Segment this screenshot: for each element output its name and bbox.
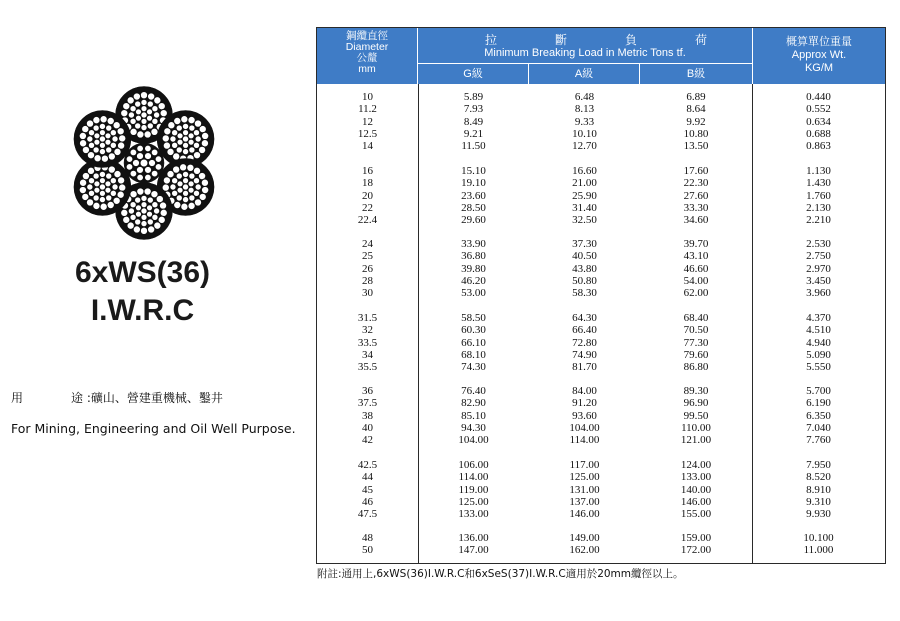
header-load-zh [418,31,752,45]
cell-grade-b: 22.30 [683,177,709,190]
cell-grade-a: 43.80 [572,262,597,275]
cell-grade-a: 32.50 [572,214,597,227]
header-load-char: 拉 [485,33,498,47]
table-row [317,238,885,250]
cell-grade-g: 8.49 [463,115,484,128]
specification-table [316,27,886,564]
cell-diameter: 10 [362,91,373,103]
cell-grade-b: 159.00 [680,532,712,544]
cell-weight: 2.970 [806,262,831,275]
cell-grade-a: 8.13 [574,103,595,116]
model-name: 6xWS(36) [74,256,211,289]
cell-weight: 9.930 [806,508,831,521]
header-grade-g: G級 [418,64,529,84]
cell-grade-g: 104.00 [458,434,489,447]
cell-grade-g: 9.21 [463,127,484,140]
table-row [317,128,885,140]
table-row [317,422,885,434]
cell-grade-g: 7.93 [463,103,484,116]
table-row [317,508,885,520]
header-grade-a: A級 [529,64,640,84]
cell-grade-g: 106.00 [458,459,489,471]
cell-grade-b: 96.90 [683,397,709,410]
table-row [317,287,885,299]
cell-diameter: 46 [362,495,373,508]
cell-weight: 6.350 [806,409,831,422]
cell-grade-b: 46.60 [683,262,709,275]
usage-value-zh: :礦山、營建重機械、鑿井 [86,391,223,405]
cell-grade-b: 110.00 [681,421,711,434]
row-group [317,91,885,151]
cell-grade-a: 146.00 [569,508,600,521]
table-row [317,140,885,152]
cell-grade-a: 84.00 [572,385,597,397]
cell-grade-a: 91.20 [572,397,597,410]
cell-weight: 5.090 [806,348,831,361]
table-header [317,28,885,84]
header-load-char: 荷 [695,33,708,47]
cell-diameter: 12 [362,115,373,128]
cell-diameter: 34 [362,348,373,361]
header-diameter-zh: 鋼纜直徑 [346,30,388,42]
cell-grade-g: 74.30 [461,361,486,374]
cell-grade-b: 33.30 [683,201,709,214]
core-type: I.W.R.C [90,294,195,327]
row-group [317,238,885,298]
cell-grade-g: 29.60 [461,214,486,227]
cell-weight: 4.510 [806,324,831,337]
cell-grade-b: 27.60 [683,189,709,202]
cell-grade-a: 117.00 [569,459,600,471]
header-weight-en: Approx Wt. [791,49,847,61]
table-row [317,214,885,226]
cell-grade-b: 86.80 [683,361,709,374]
table-row [317,263,885,275]
cell-diameter: 47.5 [357,508,378,521]
cell-diameter: 36 [362,385,373,397]
cell-weight: 1.130 [806,165,831,177]
cell-diameter: 40 [362,421,373,434]
header-grade-b: B級 [686,68,706,80]
cell-grade-a: 125.00 [569,471,600,484]
cell-grade-b: 10.80 [683,127,709,140]
header-diameter-unit: mm [358,63,376,75]
cell-diameter: 42.5 [357,459,378,471]
table-row [317,410,885,422]
cell-weight: 2.210 [806,214,831,227]
cell-grade-b: 124.00 [680,459,712,471]
cell-grade-g: 85.10 [461,409,486,422]
cell-grade-g: 58.50 [461,312,486,324]
table-row [317,484,885,496]
header-weight-zh: 概算單位重量 [786,36,852,48]
cell-diameter: 28 [362,274,373,287]
cell-grade-a: 37.30 [572,238,597,250]
cell-grade-b: 99.50 [683,409,709,422]
cell-weight: 1.430 [806,177,831,190]
cell-grade-g: 46.20 [461,274,486,287]
cell-diameter: 12.5 [357,127,378,140]
cell-diameter: 16 [362,165,373,177]
product-panel [0,0,315,621]
cell-weight: 8.910 [806,483,831,496]
cell-grade-b: 133.00 [680,471,712,484]
cell-weight: 4.370 [806,312,831,324]
cell-grade-g: 82.90 [461,397,486,410]
cell-grade-b: 54.00 [683,274,709,287]
usage-en: For Mining, Engineering and Oil Well Purpose. [11,421,296,436]
cell-weight: 0.634 [806,115,831,128]
cell-grade-a: 149.00 [569,532,600,544]
cell-weight: 2.130 [806,201,831,214]
footnote: 附註:通用上,6xWS(36)I.W.R.C和6xSeS(37)I.W.R.C適用於20mm纜徑以上。 [317,568,684,580]
table-row [317,434,885,446]
header-load-char: 斷 [555,33,568,47]
cell-grade-g: 36.80 [461,250,486,263]
cell-weight: 3.960 [806,287,831,300]
header-diameter-en: Diameter [345,41,389,53]
cell-grade-a: 137.00 [569,495,600,508]
row-group [317,459,885,519]
cell-grade-g: 19.10 [461,177,486,190]
cell-weight: 5.700 [806,385,831,397]
cell-weight: 7.040 [806,421,831,434]
cell-diameter: 32 [362,324,373,337]
cell-grade-b: 89.30 [683,385,709,397]
cell-weight: 7.760 [806,434,831,447]
table-row [317,471,885,483]
header-weight [752,28,885,84]
cell-weight: 2.750 [806,250,831,263]
cell-grade-b: 43.10 [683,250,709,263]
cell-grade-a: 16.60 [572,165,597,177]
row-group [317,385,885,445]
row-group [317,312,885,372]
cell-grade-g: 147.00 [458,544,489,557]
table-row [317,385,885,397]
table-row [317,324,885,336]
cell-grade-b: 9.92 [686,115,706,128]
cell-grade-a: 10.10 [572,127,597,140]
cell-grade-g: 28.50 [461,201,486,214]
cell-grade-g: 5.89 [463,91,484,103]
cell-diameter: 45 [362,483,373,496]
cell-grade-g: 119.00 [458,483,489,496]
cell-weight: 0.863 [806,140,831,153]
cell-grade-b: 121.00 [680,434,712,447]
cell-grade-a: 40.50 [572,250,597,263]
cell-grade-b: 155.00 [680,508,712,521]
cell-grade-a: 58.30 [572,287,597,300]
cell-diameter: 33.5 [357,336,378,349]
table-row [317,337,885,349]
cell-grade-a: 66.40 [572,324,597,337]
cell-diameter: 30 [362,287,373,300]
cell-grade-a: 50.80 [572,274,597,287]
table-row [317,177,885,189]
cell-grade-b: 146.00 [680,495,712,508]
usage-label-2: 途 [71,391,84,405]
cell-grade-a: 81.70 [572,361,597,374]
cell-grade-b: 17.60 [683,165,709,177]
cell-diameter: 22 [362,201,373,214]
table-row [317,275,885,287]
cell-weight: 0.440 [806,91,831,103]
cell-grade-g: 133.00 [458,508,489,521]
table-row [317,459,885,471]
cell-grade-g: 33.90 [461,238,486,250]
cell-diameter: 50 [362,544,373,557]
cell-weight: 6.190 [806,397,831,410]
cell-grade-g: 136.00 [458,532,489,544]
table-row [317,165,885,177]
header-diameter-unit-zh: 公釐 [356,52,378,64]
cell-grade-a: 64.30 [572,312,597,324]
cell-weight: 4.940 [806,336,831,349]
cell-grade-b: 34.60 [683,214,709,227]
cell-weight: 0.688 [806,127,831,140]
cell-grade-a: 114.00 [569,434,600,447]
cell-grade-a: 93.60 [572,409,597,422]
cell-grade-g: 11.50 [461,140,486,153]
cell-grade-b: 13.50 [683,140,709,153]
cell-diameter: 38 [362,409,373,422]
cell-diameter: 42 [362,434,373,447]
cell-weight: 11.000 [803,544,834,557]
cell-diameter: 24 [362,238,373,250]
cell-grade-a: 162.00 [569,544,600,557]
cell-grade-g: 68.10 [461,348,486,361]
cell-grade-a: 131.00 [569,483,600,496]
cell-weight: 9.310 [806,495,831,508]
cell-weight: 10.100 [803,532,834,544]
wire-rope-cross-section-image [66,80,222,246]
table-row [317,103,885,115]
row-group [317,532,885,556]
cell-diameter: 20 [362,189,373,202]
usage-zh [11,389,223,406]
cell-grade-b: 140.00 [680,483,712,496]
header-load-char: 負 [625,33,638,47]
cell-weight: 2.530 [806,238,831,250]
cell-grade-b: 8.64 [686,103,706,116]
header-load-en: Minimum Breaking Load in Metric Tons tf. [484,47,686,59]
cell-grade-a: 12.70 [572,140,597,153]
table-row [317,361,885,373]
cell-grade-g: 39.80 [461,262,486,275]
cell-grade-g: 94.30 [461,421,486,434]
cell-grade-b: 62.00 [683,287,709,300]
cell-weight: 1.760 [806,189,831,202]
cell-diameter: 44 [362,471,373,484]
cell-grade-a: 31.40 [572,201,597,214]
cell-grade-b: 79.60 [683,348,709,361]
cell-diameter: 14 [362,140,373,153]
cell-grade-b: 70.50 [683,324,709,337]
cell-grade-a: 9.33 [574,115,595,128]
cell-diameter: 22.4 [357,214,378,227]
cell-grade-a: 72.80 [572,336,597,349]
cell-weight: 8.520 [806,471,831,484]
cell-weight: 0.552 [806,103,831,116]
cell-grade-b: 6.89 [686,91,706,103]
header-weight-unit: KG/M [804,62,834,74]
cell-weight: 7.950 [806,459,831,471]
cell-weight: 5.550 [806,361,831,374]
table-row [317,349,885,361]
table-row [317,544,885,556]
cell-grade-g: 23.60 [461,189,486,202]
cell-grade-g: 66.10 [461,336,486,349]
usage-label-1: 用 [11,391,24,405]
cell-grade-a: 25.90 [572,189,597,202]
cell-grade-g: 114.00 [458,471,489,484]
cell-diameter: 31.5 [357,312,378,324]
table-row [317,532,885,544]
cell-grade-b: 77.30 [683,336,709,349]
cell-diameter: 25 [362,250,373,263]
cell-grade-a: 21.00 [572,177,597,190]
table-row [317,312,885,324]
cell-grade-g: 76.40 [461,385,486,397]
cell-grade-a: 104.00 [569,421,600,434]
cell-grade-g: 53.00 [461,287,486,300]
cell-grade-b: 68.40 [683,312,709,324]
cell-weight: 3.450 [806,274,831,287]
cell-diameter: 37.5 [357,397,378,410]
table-row [317,91,885,103]
header-diameter [317,28,418,84]
cell-diameter: 26 [362,262,373,275]
table-row [317,202,885,214]
cell-grade-a: 74.90 [572,348,597,361]
cell-diameter: 48 [362,532,373,544]
table-row [317,190,885,202]
cell-diameter: 18 [362,177,373,190]
table-row [317,250,885,262]
cell-grade-g: 15.10 [461,165,486,177]
table-row [317,496,885,508]
cell-diameter: 35.5 [357,361,378,374]
cell-diameter: 11.2 [358,103,377,116]
row-group [317,165,885,225]
cell-grade-g: 125.00 [458,495,489,508]
cell-grade-b: 172.00 [680,544,712,557]
cell-grade-b: 39.70 [683,238,709,250]
header-breaking-load [418,28,752,64]
cell-grade-g: 60.30 [461,324,486,337]
table-row [317,116,885,128]
cell-grade-a: 6.48 [574,91,595,103]
table-row [317,397,885,409]
